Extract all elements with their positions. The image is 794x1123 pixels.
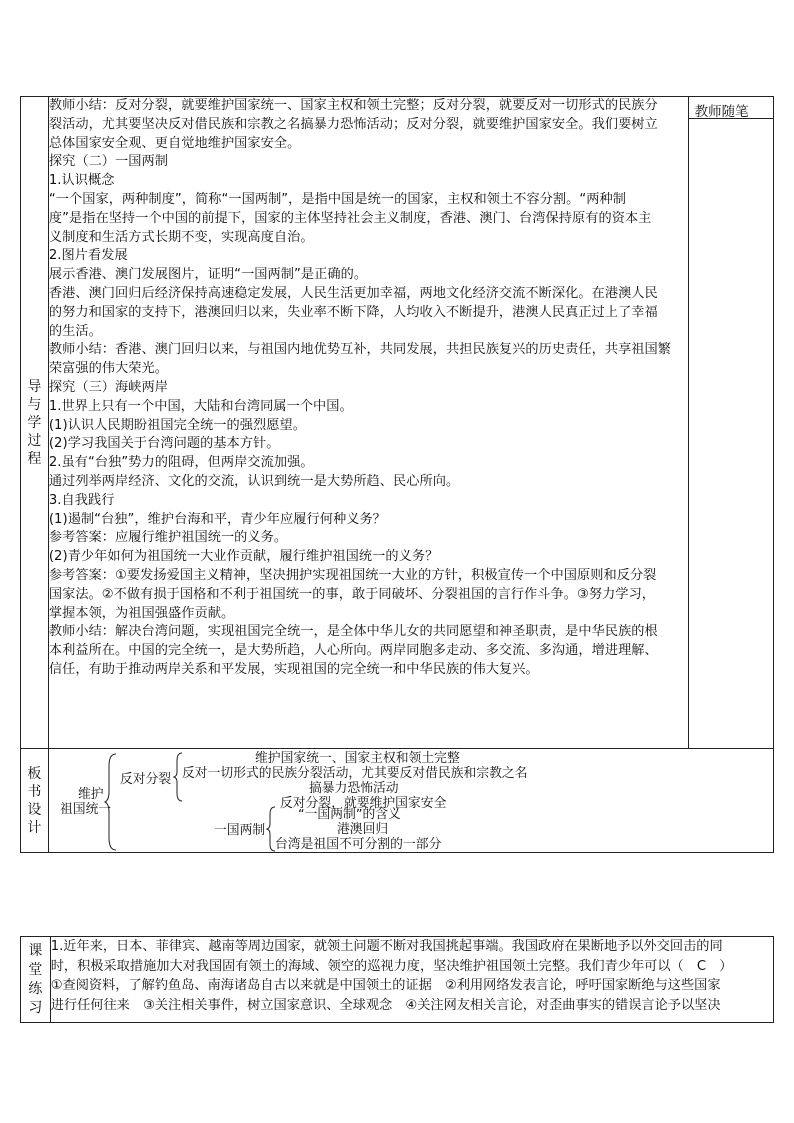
content-line: (2)学习我国关于台湾问题的基本方针。 — [48, 436, 280, 452]
content-line: 的生活。 — [48, 323, 102, 339]
content-line: 度”是指在坚持一个中国的前提下，国家的主体坚持社会主义制度，香港、澳门、台湾保持原有的资本主 — [48, 210, 652, 226]
content-line: 展示香港、澳门发展图片，证明“一国两制”是正确的。 — [48, 267, 368, 283]
branch-label-one-country-two-systems: 一国两制 — [214, 823, 266, 838]
lesson-table — [20, 96, 774, 853]
exercise-label-cell — [21, 937, 51, 1023]
left-brace — [104, 752, 118, 852]
exercise-content — [50, 937, 773, 1023]
exercise-line: 1.近年来，日本、菲律宾、越南等周边国家，就领土问题不断对我国挑起事端。我国政府在果断地予以外交回击的同 — [50, 939, 723, 954]
exercise-line: 时，积极采取措施加大对我国固有领土的海域、领空的巡视力度，坚决维护祖国领土完整。我们青少年可以（ C ） — [50, 958, 733, 974]
section-label-cell — [21, 97, 49, 749]
content-line: 荣富强的伟大荣光。 — [48, 361, 168, 377]
content-line: “一个国家，两种制度”，简称“一国两制”，是指中国是统一的国家，主权和领土不容分割。“两种制 — [48, 191, 627, 207]
board-label-char: 板 — [27, 765, 42, 782]
content-line: 裂活动，尤其要坚决反对借民族和宗教之名搞暴力恐怖活动；反对分裂，就要维护国家安全。我们要树立 — [48, 116, 658, 132]
content-line: 掌握本领，为祖国强盛作贡献。 — [48, 605, 235, 621]
content-line: 探究（三）海峡两岸 — [48, 379, 168, 395]
content-line: 信任，有助于推动两岸关系和平发展，实现祖国的完全统一和中华民族的伟大复兴。 — [48, 661, 539, 677]
exercise-label-char: 练 — [28, 980, 43, 997]
content-line: 国家法。②不做有损于国格和不利于祖国统一的事，敢于同破坏、分裂祖国的言行作斗争。③努力学习， — [48, 586, 656, 602]
branch2-item: “一国两制”的含义 — [298, 807, 401, 822]
section-label-char: 导 — [27, 378, 42, 395]
section-label-char: 学 — [27, 414, 42, 431]
content-line: 通过列举两岸经济、文化的交流，认识到统一是大势所趋、民心所向。 — [48, 473, 460, 489]
content-line: 1.世界上只有一个中国，大陆和台湾同属一个中国。 — [48, 398, 353, 414]
board-root-label: 维护 — [78, 787, 104, 802]
content-line: 参考答案：①要发扬爱国主义精神，坚决拥护实现祖国统一大业的方针，积极宣传一个中国原则和反分裂 — [48, 567, 657, 583]
content-line: 2.虽有“台独”势力的阻碍，但两岸交流加强。 — [48, 455, 314, 471]
content-line: 总体国家安全观、更自觉地维护国家安全。 — [48, 135, 301, 151]
exercise-line: 进行任何往来 ③关注相关事件，树立国家意识、全球观念 ④关注网友相关言论，对歪曲事实的错误言论予以坚决 — [50, 997, 721, 1013]
branch1-item: 搞暴力恐怖活动 — [309, 781, 399, 796]
content-line: (1)遏制“台独”，维护台海和平，青少年应履行何种义务？ — [48, 511, 386, 527]
content-line: 的努力和国家的支持下，港澳回归以来，失业率不断下降，人均收入不断提升，港澳人民真正过上了幸福 — [48, 304, 658, 320]
notes-header: 教师随笔 — [689, 97, 773, 119]
branch1-item: 反对一切形式的民族分裂活动，尤其要反对借民族和宗教之名 — [182, 766, 528, 781]
content-line: 教师小结：香港、澳门回归以来，与祖国内地优势互补，共同发展，共担民族复兴的历史责任，共享祖国繁 — [48, 342, 672, 358]
board-root-label: 祖国统一 — [60, 802, 112, 817]
board-label-cell — [21, 749, 49, 853]
content-line: 教师小结：反对分裂，就要维护国家统一、国家主权和领土完整；反对分裂，就要反对一切形式的民族分 — [48, 98, 658, 113]
exercise-table — [20, 936, 774, 1023]
exercise-label-char: 习 — [28, 999, 43, 1016]
content-line: 3.自我践行 — [48, 492, 115, 508]
section-label-char: 与 — [27, 396, 42, 413]
content-line: (2)青少年如何为祖国统一大业作贡献，履行维护祖国统一的义务？ — [48, 549, 439, 565]
board-label-char: 书 — [27, 783, 42, 800]
branch-label-oppose-split: 反对分裂 — [120, 772, 172, 787]
board-label-char: 设 — [27, 801, 42, 818]
branch1-item: 维护国家统一、国家主权和领土完整 — [255, 751, 460, 766]
branch2-item: 港澳回归 — [337, 822, 389, 837]
content-line: 本利益所在。中国的完全统一，是大势所趋，人心所向。两岸同胞多走动、多交流、多沟通，增进理解、 — [48, 643, 658, 659]
section-label-char: 过 — [27, 432, 42, 449]
content-line: (1)认识人民期盼祖国完全统一的强烈愿望。 — [48, 417, 306, 433]
exercise-label-char: 堂 — [28, 961, 43, 978]
content-line: 教师小结：解决台湾问题，实现祖国完全统一，是全体中华儿女的共同愿望和神圣职责，是中华民族的根 — [48, 624, 658, 640]
exercise-line: ①查阅资料，了解钓鱼岛、南海诸岛自古以来就是中国领土的证据 ②利用网络发表言论，呼吁国家断绝与这些国家 — [50, 978, 721, 993]
lesson-content — [48, 97, 688, 749]
content-line: 探究（二）一国两制 — [48, 154, 168, 170]
exercise-label-char: 课 — [28, 942, 43, 959]
content-line: 义制度和生活方式长期不变，实现高度自治。 — [48, 229, 314, 245]
board-label-char: 计 — [27, 819, 42, 836]
notes-column — [688, 97, 773, 749]
section-label-char: 程 — [27, 450, 42, 467]
content-line: 2.图片看发展 — [48, 248, 128, 264]
content-line: 1.认识概念 — [48, 173, 115, 189]
content-line: 香港、澳门回归后经济保持高速稳定发展，人民生活更加幸福，两地文化经济交流不断深化。在港澳人民 — [48, 285, 658, 301]
content-line: 参考答案：应履行维护祖国统一的义务。 — [48, 530, 288, 546]
branch2-item: 台湾是祖国不可分割的一部分 — [275, 837, 442, 852]
branch1-item: 反对分裂，就要维护国家安全 — [280, 796, 447, 811]
